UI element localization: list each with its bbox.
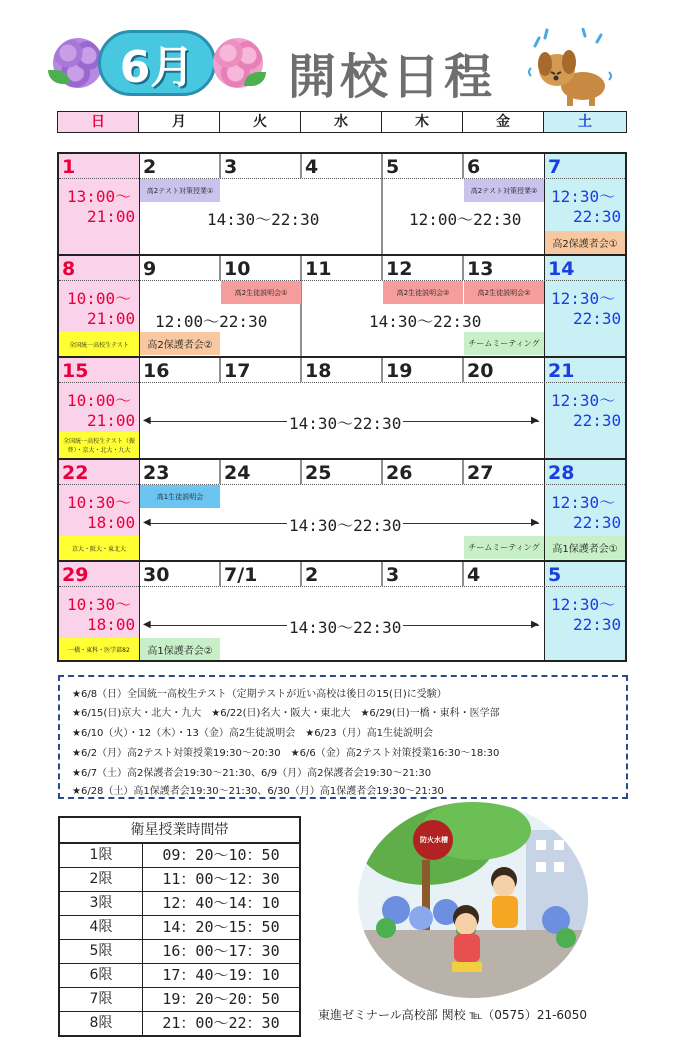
event-mon: 高2保護者会② [140,332,220,355]
date-7-1: 7/1 [224,564,258,586]
period: 1限 [60,844,143,867]
date-24: 24 [224,462,251,484]
note-line: ★6/2（月）高2テスト対策授業19:30～20:30 ★6/6（金）高2テスト対策授業16:30～18:30 [72,748,500,759]
sun-time-start: 10:00～ [67,391,132,410]
arrow-right-icon: ▶ [531,517,539,528]
calendar-grid [57,152,627,662]
date-26: 26 [386,462,413,484]
period-time: 21：00～22：30 [162,1014,280,1032]
footer-contact: 東進ゼミナール高校部 関校 ℡（0575）21-6050 [318,1008,587,1022]
event-fri: チームミーティング [464,536,544,559]
span-time: 14:30～22:30 [287,615,403,638]
sat-time-start: 12:30～ [551,391,616,410]
schedule-title: 衛星授業時間帯 [60,818,299,844]
date-19: 19 [386,360,413,382]
sun-time-start: 10:30～ [67,595,132,614]
event-sun: 全国統一高校生テスト（振替）・京大・北大・九大 [59,432,139,458]
sun-time-end: 21:00 [87,411,136,430]
event-fri: 高2生徒説明会② [464,281,544,304]
schedule-row [60,988,299,1012]
span-time: 12:00～22:30 [409,210,522,229]
date-29: 29 [62,564,89,586]
period-time: 11：00～12：30 [162,870,280,888]
event-mon: 高1保護者会② [140,638,220,660]
date-14: 14 [548,258,575,280]
sat-time-start: 12:30～ [551,187,616,206]
date-12: 12 [386,258,413,280]
event-tue: 高2生徒説明会① [221,281,301,304]
weekday-sun: 日 [57,111,139,133]
period-time: 12：40～14：10 [162,894,280,912]
arrow-left-icon: ◀ [143,415,151,426]
date-4: 4 [305,156,319,178]
date-3: 3 [224,156,238,178]
note-line: ★6/15(日)京大・北大・九大 ★6/22(日)名大・阪大・東北大 ★6/29(日)一橋・東科・医学部 [72,708,500,719]
event-sun: 一橋・東科・医学部82 [59,638,139,660]
date-20: 20 [467,360,494,382]
date-7: 7 [548,156,562,178]
span-time: 14:30～22:30 [287,411,403,434]
arrow-left-icon: ◀ [143,619,151,630]
schedule-row [60,844,299,868]
period: 4限 [60,916,143,939]
date-2: 2 [143,156,157,178]
date-7-3: 3 [386,564,400,586]
schedule-row [60,964,299,988]
sun-time-start: 10:30～ [67,493,132,512]
span-time: 12:00～22:30 [155,312,268,331]
period: 6限 [60,964,143,987]
note-line: ★6/7（土）高2保護者会19:30～21:30、6/9（月）高2保護者会19:30～21:30 [72,768,432,779]
span-time: 14:30～22:30 [369,312,482,331]
sun-time-start: 13:00～ [67,187,132,206]
date-11: 11 [305,258,332,280]
period-time: 14：20～15：50 [162,918,280,936]
sat-time-end: 22:30 [573,513,622,532]
page-title: 開校日程 [288,49,497,105]
period-time: 09：20～10：50 [162,846,280,864]
rainy-kids-illustration [356,800,590,1000]
note-line: ★6/8（日）全国統一高校生テスト（定期テストが近い高校は後日の15(日)に受験） [72,689,447,700]
date-10: 10 [224,258,251,280]
schedule-row [60,940,299,964]
date-7-5: 5 [548,564,562,586]
notes-box [58,675,628,799]
schedule-row [60,868,299,892]
date-15: 15 [62,360,89,382]
event-mon: 高2テスト対策授業① [140,179,220,202]
date-5: 5 [386,156,400,178]
sun-time-end: 21:00 [87,309,136,328]
sat-time-start: 12:30～ [551,289,616,308]
date-9: 9 [143,258,157,280]
span-time: 14:30～22:30 [207,210,320,229]
event-sat: 高2保護者会① [545,231,625,254]
date-23: 23 [143,462,170,484]
period-time: 16：00～17：30 [162,942,280,960]
arrow-left-icon: ◀ [143,517,151,528]
sign-text: 防火水槽 [420,836,448,844]
arrow-right-icon: ▶ [531,415,539,426]
date-21: 21 [548,360,575,382]
wet-dog-icon [525,28,615,108]
event-thu: 高2生徒説明会② [383,281,463,304]
weekday-fri: 金 [462,111,544,133]
schedule-table [58,816,301,1037]
event-fri: 高2テスト対策授業② [464,179,544,202]
period: 5限 [60,940,143,963]
date-27: 27 [467,462,494,484]
period: 3限 [60,892,143,915]
date-28: 28 [548,462,575,484]
date-7-4: 4 [467,564,481,586]
date-8: 8 [62,258,76,280]
period-time: 17：40～19：10 [162,966,280,984]
weekday-sat: 土 [543,111,627,133]
sun-time-end: 21:00 [87,207,136,226]
sat-time-end: 22:30 [573,411,622,430]
event-mon: 高1生徒説明会 [140,485,220,508]
sun-time-start: 10:00～ [67,289,132,308]
note-line: ★6/28（土）高1保護者会19:30～21:30、6/30（月）高1保護者会19:30～21:30 [72,786,444,797]
sat-time-end: 22:30 [573,615,622,634]
date-30: 30 [143,564,170,586]
sat-time-start: 12:30～ [551,493,616,512]
date-17: 17 [224,360,251,382]
date-6: 6 [467,156,481,178]
sat-time-end: 22:30 [573,207,622,226]
schedule-row [60,916,299,940]
date-13: 13 [467,258,494,280]
period: 7限 [60,988,143,1011]
sun-time-end: 18:00 [87,513,136,532]
note-line: ★6/10（火）・12（木）・13（金）高2生徒説明会 ★6/23（月）高1生徒説明会 [72,728,434,739]
weekday-tue: 火 [219,111,301,133]
date-7-2: 2 [305,564,319,586]
span-time: 14:30～22:30 [287,513,403,536]
date-16: 16 [143,360,170,382]
sat-time-start: 12:30～ [551,595,616,614]
sun-time-end: 18:00 [87,615,136,634]
event-fri-b: チームミーティング [464,332,544,355]
weekday-thu: 木 [381,111,463,133]
arrow-right-icon: ▶ [531,619,539,630]
sat-time-end: 22:30 [573,309,622,328]
event-sun: 京大・阪大・東北大 [59,536,139,560]
weekday-mon: 月 [138,111,220,133]
period: 2限 [60,868,143,891]
event-sun: 全国統一高校生テスト [59,332,139,356]
weekday-wed: 水 [300,111,382,133]
date-1: 1 [62,156,76,178]
date-25: 25 [305,462,332,484]
month-badge: 6月 [98,30,216,96]
period-time: 19：20～20：50 [162,990,280,1008]
date-22: 22 [62,462,89,484]
period: 8限 [60,1012,143,1035]
event-sat: 高1保護者会① [545,536,625,559]
date-18: 18 [305,360,332,382]
schedule-row [60,892,299,916]
